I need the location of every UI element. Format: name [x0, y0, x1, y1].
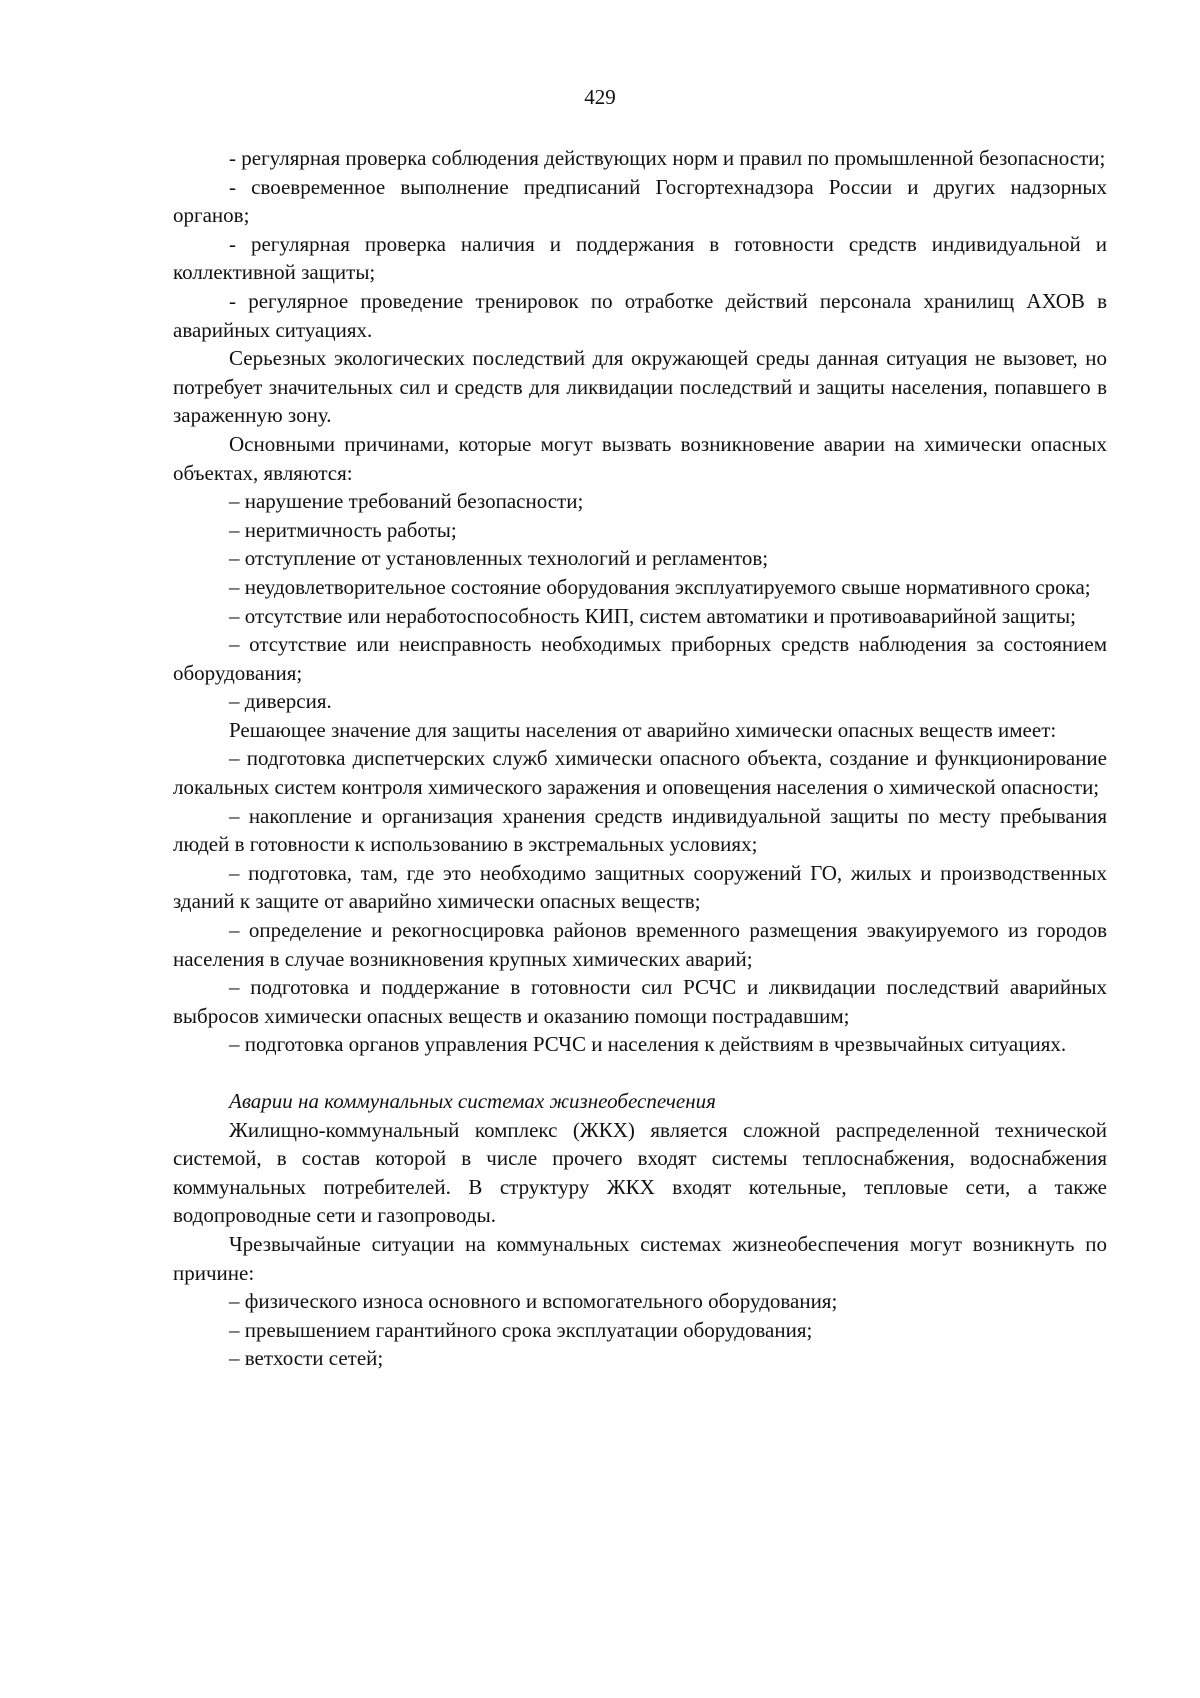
- paragraph: - регулярное проведение тренировок по отработке действий персонала хранилищ АХОВ в аварийных ситуациях.: [173, 288, 1107, 342]
- paragraph: - своевременное выполнение предписаний Госгортехнадзора России и других надзорных органов;: [173, 174, 1107, 228]
- list-item: – нарушение требований безопасности;: [229, 489, 584, 514]
- paragraph: Жилищно-коммунальный комплекс (ЖКХ) является сложной распределенной технической системой, в состав которой в числе прочего входят системы теплоснабжения, водоснабжения коммунальных потребителей. В структуру ЖКХ входят котельные, тепловые сети, а также водопроводные сети и газопроводы.: [173, 1117, 1107, 1228]
- list-item: – ветхости сетей;: [229, 1346, 384, 1371]
- paragraph: Серьезных экологических последствий для окружающей среды данная ситуация не вызовет, но потребует значительных сил и средств для ликвидации последствий и защиты населения, попавшего в зараженную зону.: [173, 346, 1107, 428]
- list-item: – накопление и организация хранения средств индивидуальной защиты по месту пребывания людей в готовности к использованию в экстремальных условиях;: [173, 803, 1107, 857]
- list-item: – физического износа основного и вспомогательного оборудования;: [229, 1289, 838, 1314]
- list-item: – неудовлетворительное состояние оборудования эксплуатируемого свыше нормативного срока;: [229, 574, 1091, 599]
- paragraph: Чрезвычайные ситуации на коммунальных системах жизнеобеспечения могут возникнуть по причине:: [173, 1231, 1107, 1285]
- paragraph: - регулярная проверка наличия и поддержания в готовности средств индивидуальной и коллективной защиты;: [173, 231, 1107, 285]
- paragraph: Решающее значение для защиты населения от аварийно химически опасных веществ имеет:: [229, 717, 1057, 742]
- list-item: – отсутствие или неработоспособность КИП, систем автоматики и противоаварийной защиты;: [229, 603, 1076, 628]
- list-item: – определение и рекогносцировка районов временного размещения эвакуируемого из городов населения в случае возникновения крупных химических аварий;: [173, 918, 1107, 971]
- list-item: – отступление от установленных технологий и регламентов;: [229, 546, 769, 571]
- list-item: – отсутствие или неисправность необходимых приборных средств наблюдения за состоянием оборудования;: [173, 632, 1107, 685]
- page-number: 429: [584, 85, 616, 109]
- list-item: – подготовка, там, где это необходимо защитных сооружений ГО, жилых и производственных зданий к защите от аварийно химически опасных веществ;: [173, 860, 1107, 914]
- list-item: – неритмичность работы;: [229, 517, 457, 542]
- list-item: – превышением гарантийного срока эксплуатации оборудования;: [229, 1317, 813, 1342]
- paragraph: - регулярная проверка соблюдения действующих норм и правил по промышленной безопасности;: [229, 146, 1106, 170]
- page-body: [173, 144, 1107, 1373]
- list-item: – подготовка диспетчерских служб химически опасного объекта, создание и функционирование локальных систем контроля химического заражения и оповещения населения о химической опасности;: [173, 746, 1107, 800]
- list-item: – диверсия.: [229, 689, 332, 714]
- list-item: – подготовка органов управления РСЧС и населения к действиям в чрезвычайных ситуациях.: [229, 1032, 1067, 1057]
- section-heading: Аварии на коммунальных системах жизнеобеспечения: [229, 1089, 716, 1113]
- paragraph: Основными причинами, которые могут вызвать возникновение аварии на химически опасных объектах, являются:: [173, 431, 1107, 485]
- list-item: – подготовка и поддержание в готовности сил РСЧС и ликвидации последствий аварийных выбросов химически опасных веществ и оказанию помощи пострадавшим;: [173, 975, 1107, 1028]
